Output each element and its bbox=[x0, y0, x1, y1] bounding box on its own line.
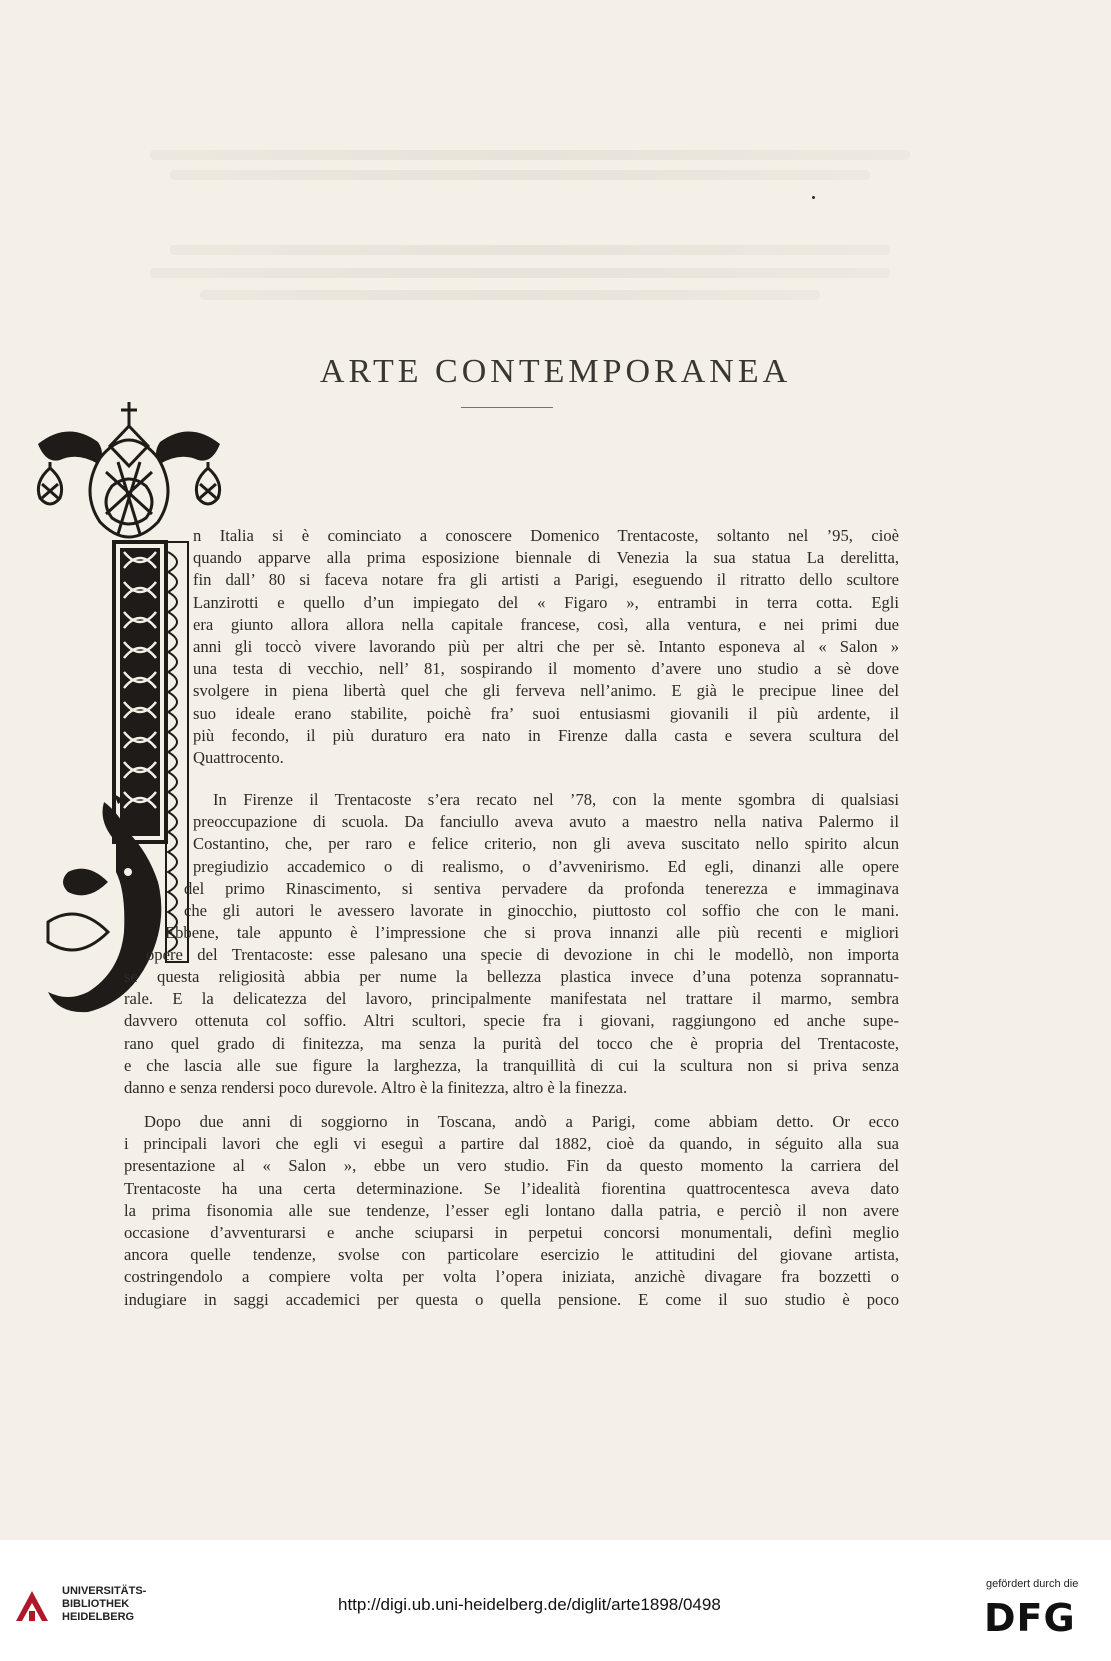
bleed-through-text bbox=[150, 268, 890, 278]
text-line: suo ideale erano stabilite, poichè fra’ suoi entusiasmi giovanili il più ardente, il bbox=[193, 703, 899, 723]
paragraph-3 bbox=[124, 1111, 899, 1311]
text-line: e che lascia alle sue figure la larghezza, la tranquillità di cui la scultura non si priva senza bbox=[124, 1055, 899, 1075]
text-line: era giunto allora allora nella capitale francese, così, alla ventura, e nei primi due bbox=[193, 614, 899, 634]
text-line: i principali lavori che egli vi eseguì a partire dal 1882, cioè da quando, in séguito alla sua bbox=[124, 1134, 899, 1154]
text-line: In Firenze il Trentacoste s’era recato nel ’78, con la mente sgombra di qualsiasi bbox=[213, 790, 899, 809]
ink-speck bbox=[812, 196, 815, 199]
text-line: Lanzirotti e quello d’un impiegato del « Figaro », entrambi in terra cotta. Egli bbox=[193, 592, 899, 612]
bleed-through-text bbox=[200, 290, 820, 300]
text-line: Trentacoste ha una certa determinazione. Se l’idealità fiorentina quattrocentesca aveva dato bbox=[124, 1178, 899, 1198]
funder-logo: DFG bbox=[984, 1596, 1076, 1640]
page-title: ARTE CONTEMPORANEA bbox=[319, 352, 792, 390]
library-line: UNIVERSITÄTS- bbox=[62, 1585, 147, 1597]
permalink-url[interactable]: http://digi.ub.uni-heidelberg.de/diglit/arte1898/0498 bbox=[338, 1595, 721, 1614]
text-line: fin dall’ 80 si faceva notare fra gli artisti a Parigi, eseguendo il ritratto dello scultore bbox=[193, 570, 899, 590]
text-line: svolgere in piena libertà quel che gli ferveva nell’animo. E già le precipue linee del bbox=[193, 681, 899, 701]
text-line: indugiare in saggi accademici per questa o quella pensione. E come il suo studio è poco bbox=[124, 1289, 899, 1309]
title-rule bbox=[461, 407, 553, 408]
text-line: costringendolo a compiere volta per volta l’opera iniziata, anzichè divagare fra bozzetti o bbox=[124, 1267, 899, 1287]
text-line: davvero ottenuta col soffio. Altri scultori, specie fra i giovani, raggiungono ed anche supe- bbox=[124, 1011, 899, 1031]
text-line: Ebbene, tale appunto è l’impressione che si prova innanzi alle più recenti e migliori bbox=[165, 923, 899, 942]
text-line: che gli autori le avessero lavorate in ginocchio, piuttosto col soffio che con le mani. bbox=[184, 901, 899, 921]
text-line: anni gli toccò vivere lavorando più per altri che per sè. Intanto esponeva al « Salon » bbox=[193, 636, 899, 656]
paragraph-2-part-a bbox=[193, 789, 899, 878]
text-line: occasione d’avventurarsi e anche sciuparsi in perpetui concorsi monumentali, definì meglio bbox=[124, 1222, 899, 1242]
library-name bbox=[62, 1585, 146, 1624]
paragraph-2-part-b bbox=[184, 878, 899, 922]
library-line: BIBLIOTHEK bbox=[62, 1598, 130, 1610]
text-line: danno e senza rendersi poco durevole. Altro è la finitezza, altro è la finezza. bbox=[124, 1077, 628, 1097]
library-line: HEIDELBERG bbox=[62, 1611, 135, 1623]
text-line: Costantino, che, per raro e felice criterio, non gli aveva suscitato nello spirito alcun bbox=[193, 834, 899, 854]
text-line: quando apparve alla prima esposizione biennale di Venezia la sua statua La derelitta, bbox=[193, 548, 899, 568]
funder-caption: gefördert durch die bbox=[986, 1578, 1079, 1590]
text-line: ancora quelle tendenze, svolse con particolare esercizio le attitudini del giovane artista, bbox=[124, 1245, 899, 1265]
text-line: la prima fisonomia alle sue tendenze, l’esser egli lontano dalla patria, e perciò il non avere bbox=[124, 1200, 899, 1220]
text-line: del primo Rinascimento, si sentiva pervadere da profonda tenerezza e immaginava bbox=[184, 879, 899, 898]
paragraph-2-part-e bbox=[124, 966, 899, 1099]
bleed-through-text bbox=[150, 150, 910, 160]
text-line: rale. E la delicatezza del lavoro, principalmente manifestata nel trattare il marmo, sembra bbox=[124, 989, 899, 1009]
paragraph-1 bbox=[193, 525, 899, 769]
library-seal-icon bbox=[12, 1587, 52, 1627]
paragraph-2-part-d bbox=[146, 944, 899, 966]
paragraph-2-part-c bbox=[165, 922, 899, 944]
text-line: presentazione al « Salon », ebbe un vero studio. Fin da questo momento la carriera del bbox=[124, 1156, 899, 1176]
text-line: n Italia si è cominciato a conoscere Domenico Trentacoste, soltanto nel ’95, cioè bbox=[193, 526, 899, 545]
text-line: pregiudizio accademico o di realismo, o d’avvenirismo. Ed egli, dinanzi alle opere bbox=[193, 856, 899, 876]
text-line: rano quel grado di finitezza, ma senza la purità del tocco che è propria del Trentacoste, bbox=[124, 1033, 899, 1053]
text-line: Dopo due anni di soggiorno in Toscana, andò a Parigi, come abbiam detto. Or ecco bbox=[144, 1112, 899, 1131]
text-line: più fecondo, il più duraturo era nato in Firenze dalla casta e severa scultura del bbox=[193, 725, 899, 745]
text-line: una testa di vecchio, nell’ 81, sospirando il momento d’avere uno studio a sè dove bbox=[193, 659, 899, 679]
bleed-through-text bbox=[170, 170, 870, 180]
text-line: se questa religiosità abbia per nume la bellezza plastica invece d’una potenza soprannatu- bbox=[124, 967, 899, 986]
bleed-through-text bbox=[170, 245, 890, 255]
viewer-footer bbox=[0, 1540, 1111, 1661]
text-line: Quattrocento. bbox=[193, 747, 284, 767]
text-line: opere del Trentacoste: esse palesano una specie di devozione in chi le modellò, non importa bbox=[146, 945, 899, 964]
text-line: preoccupazione di scuola. Da fanciullo aveva avuto a maestro nella nativa Palermo il bbox=[193, 812, 899, 832]
